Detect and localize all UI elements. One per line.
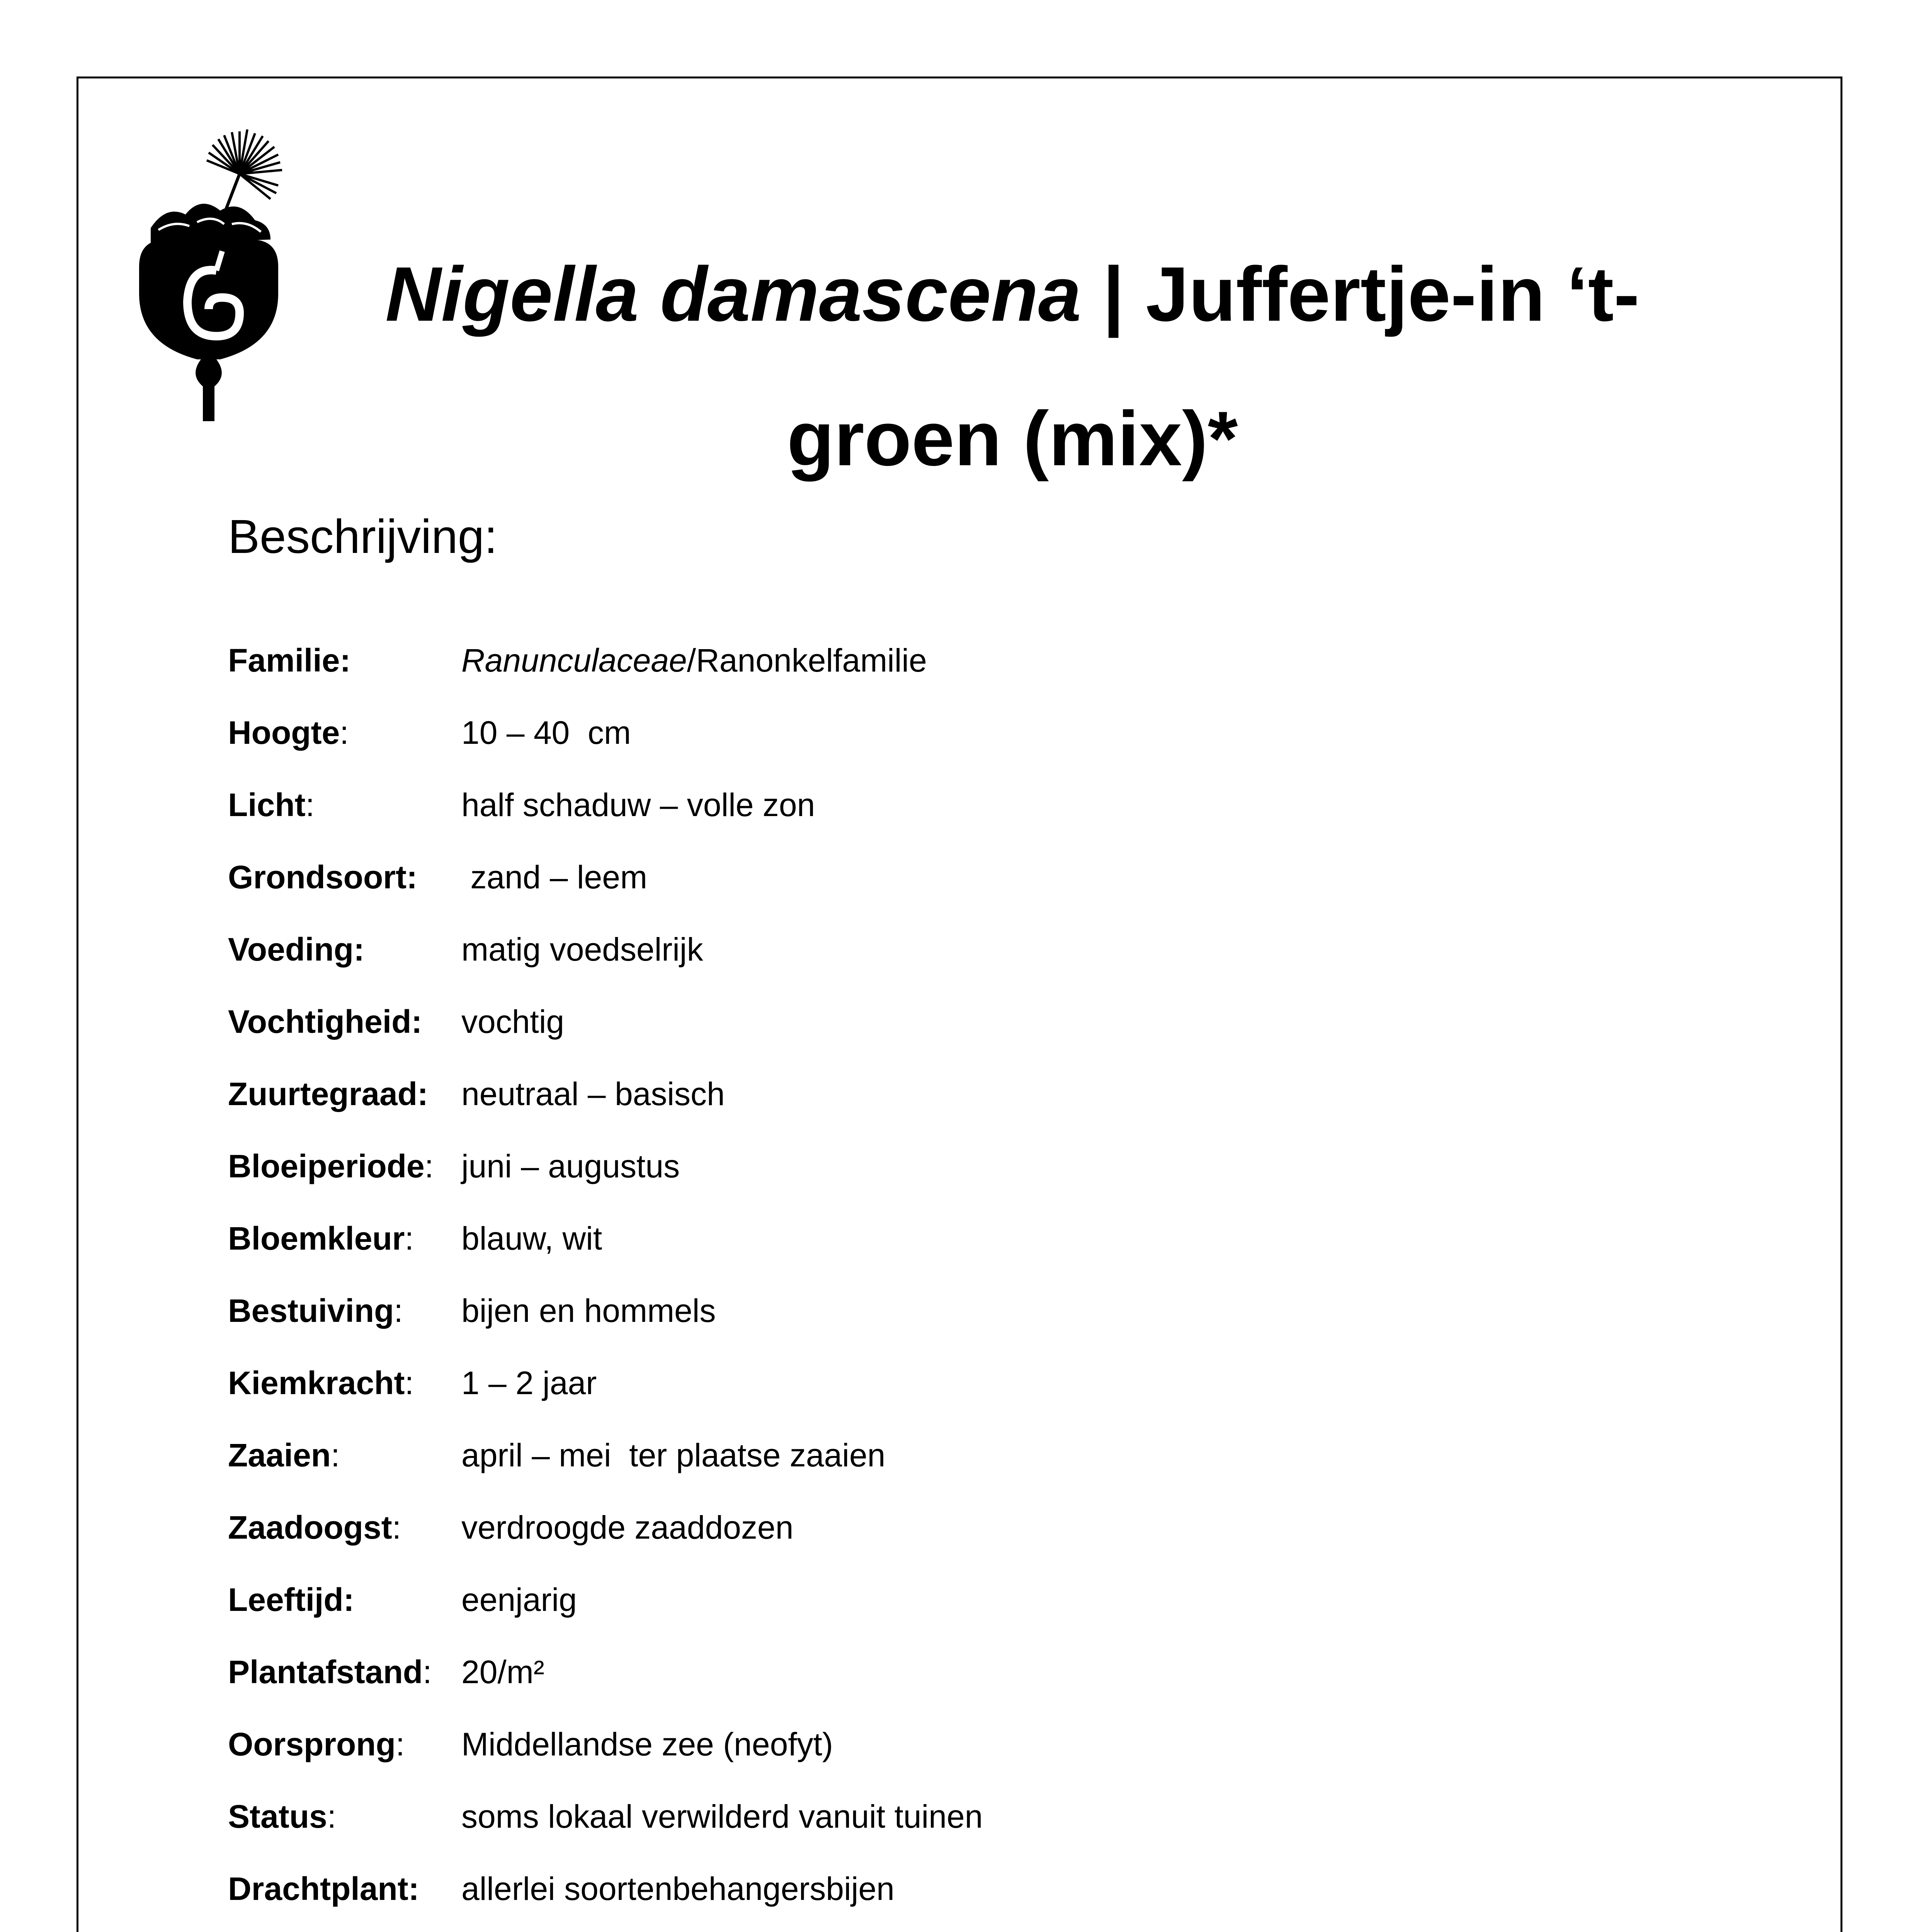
property-label (228, 1505, 401, 1550)
property-label (228, 1794, 336, 1839)
property-value (461, 638, 1659, 683)
property-label-text: Zaadoogst (228, 1509, 392, 1546)
property-label-text: Licht (228, 787, 306, 823)
property-label (228, 1649, 432, 1695)
property-value (461, 999, 1659, 1044)
property-label-suffix: : (327, 1798, 337, 1835)
property-label (228, 782, 315, 828)
property-value (461, 1071, 1659, 1117)
title-latin-name: Nigella damascena (385, 251, 1082, 337)
property-label-suffix: : (331, 1437, 340, 1473)
property-value-text: bijen en hommels (461, 1293, 716, 1329)
property-label-suffix: : (423, 1654, 432, 1690)
property-value-text: april – mei ter plaatse zaaien (461, 1437, 886, 1473)
property-label-text: Drachtplant: (228, 1871, 419, 1907)
property-label-suffix: : (340, 714, 349, 751)
property-value-text: zand – leem (461, 859, 647, 895)
seed-rays (207, 129, 282, 199)
section-heading (228, 502, 497, 572)
property-value-text: neutraal – basisch (461, 1076, 725, 1112)
property-value-text: eenjarig (461, 1582, 577, 1618)
property-value (461, 1216, 1659, 1261)
page-title (317, 222, 1708, 511)
property-label (228, 638, 350, 683)
property-label-text: Vochtigheid: (228, 1003, 422, 1040)
property-label (228, 1432, 340, 1478)
property-label (228, 999, 422, 1044)
property-value (461, 1794, 1659, 1839)
property-label-text: Leeftijd: (228, 1582, 354, 1618)
poppy-seedpod-logo (124, 128, 294, 421)
property-value-text: half schaduw – volle zon (461, 787, 815, 823)
property-value-text: 10 – 40 cm (461, 714, 631, 751)
property-label (228, 1360, 414, 1406)
property-label (228, 1216, 414, 1261)
property-value (461, 1432, 1659, 1478)
property-value-text: 1 – 2 jaar (461, 1365, 597, 1401)
title-common-name: Juffertje-in ‘t-groen (mix)* (787, 251, 1640, 482)
property-value (461, 1360, 1659, 1406)
property-label-suffix: : (405, 1365, 414, 1401)
property-label-text: Zaaien (228, 1437, 331, 1473)
property-value-italic: Ranunculaceae (461, 642, 687, 679)
property-value-text: allerlei soortenbehangersbijen (461, 1871, 895, 1907)
property-label-suffix: : (405, 1220, 414, 1257)
property-label (228, 710, 349, 755)
property-value (461, 1577, 1659, 1622)
property-value-text: matig voedselrijk (461, 931, 703, 968)
property-value-text: 20/m² (461, 1654, 544, 1690)
property-label-suffix: : (394, 1293, 403, 1329)
property-value-text: juni – augustus (461, 1148, 680, 1184)
property-value (461, 710, 1659, 755)
property-value (461, 782, 1659, 828)
property-value (461, 1505, 1659, 1550)
property-value (461, 1866, 1659, 1912)
property-label (228, 1071, 428, 1117)
property-label (228, 1721, 405, 1767)
property-value-text: /Ranonkelfamilie (687, 642, 927, 679)
property-label-text: Hoogte (228, 714, 340, 751)
property-label-text: Voeding: (228, 931, 365, 968)
property-label-text: Bestuiving (228, 1293, 394, 1329)
property-label (228, 1866, 419, 1912)
title-separator: | (1081, 251, 1146, 337)
property-label (228, 854, 417, 900)
property-label-text: Oorsprong (228, 1726, 396, 1762)
property-value-text: soms lokaal verwilderd vanuit tuinen (461, 1798, 983, 1835)
property-value (461, 1721, 1659, 1767)
property-label-text: Familie: (228, 642, 351, 679)
property-value (461, 1288, 1659, 1333)
property-value-text: Middellandse zee (neofyt) (461, 1726, 833, 1762)
property-label-text: Kiemkracht (228, 1365, 405, 1401)
property-label-text: Bloeiperiode (228, 1148, 425, 1184)
section-heading-suffix: : (484, 510, 498, 563)
property-label-text: Status (228, 1798, 327, 1835)
property-value-text: blauw, wit (461, 1220, 602, 1257)
property-label-suffix: : (305, 787, 315, 823)
property-label-suffix: : (392, 1509, 401, 1546)
property-value (461, 1649, 1659, 1695)
property-label-suffix: : (424, 1148, 434, 1184)
property-value (461, 854, 1659, 900)
property-label-text: Bloemkleur (228, 1220, 405, 1257)
property-value (461, 927, 1659, 972)
property-label (228, 1577, 354, 1622)
property-label-text: Grondsoort: (228, 859, 417, 895)
property-label-text: Zuurtegraad: (228, 1076, 429, 1112)
property-value-text: verdroogde zaaddozen (461, 1509, 794, 1546)
section-heading-text: Beschrijving (228, 510, 485, 563)
property-value-text: vochtig (461, 1003, 565, 1040)
property-value (461, 1143, 1659, 1189)
property-label-suffix: : (396, 1726, 405, 1762)
property-label (228, 1288, 403, 1333)
property-label (228, 1143, 434, 1189)
property-label-text: Plantafstand (228, 1654, 423, 1690)
property-label (228, 927, 364, 972)
